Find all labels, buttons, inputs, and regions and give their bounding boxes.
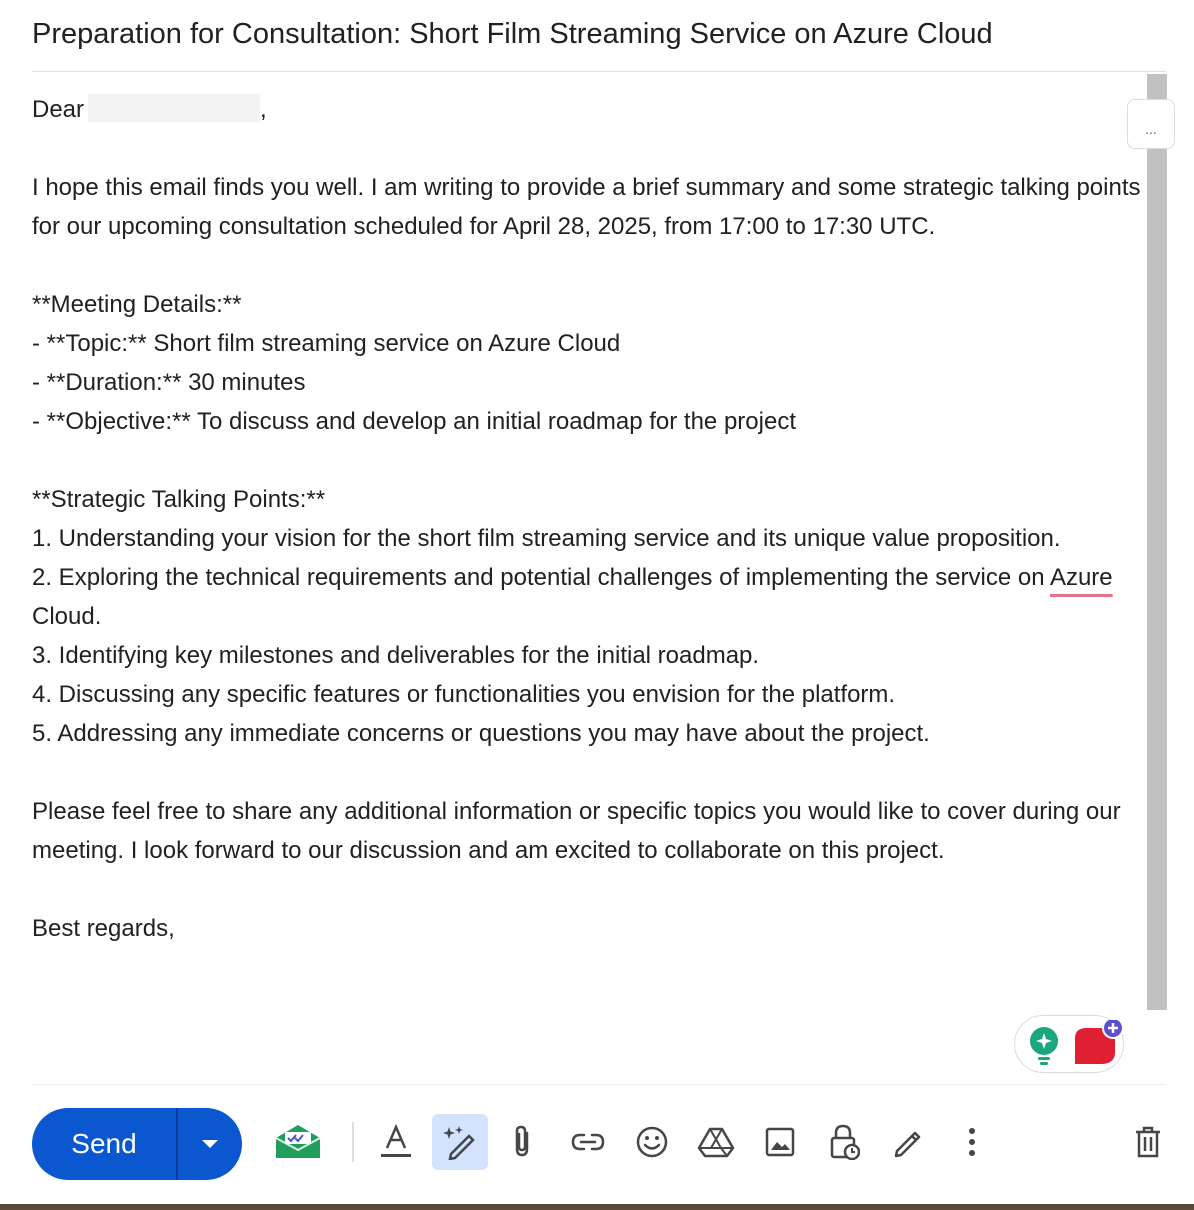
meeting-topic: - **Topic:** Short film streaming service on Azure Cloud (32, 330, 621, 357)
redacted-recipient-name (88, 94, 260, 122)
message-body[interactable] (32, 90, 1148, 948)
addon-icons-pill[interactable] (1014, 1015, 1124, 1073)
talking-point-1: 1. Understanding your vision for the short film streaming service and its unique value proposition. (32, 525, 1061, 552)
discard-icon[interactable] (1120, 1114, 1176, 1170)
spellcheck-flagged-word[interactable]: Azure (1049, 564, 1113, 591)
emoji-icon[interactable] (624, 1114, 680, 1170)
sign-off: Best regards, (32, 915, 175, 942)
photo-icon[interactable] (752, 1114, 808, 1170)
talking-point-2: 2. Exploring the technical requirements and potential challenges of implementing the service on Azure Cloud. (32, 564, 1120, 630)
subject-line[interactable]: Preparation for Consultation: Short Film Streaming Service on Azure Cloud (32, 14, 1166, 72)
mail-tracker-icon[interactable] (270, 1114, 326, 1170)
meeting-details-heading: **Meeting Details:** (32, 291, 242, 318)
send-options-icon[interactable] (178, 1139, 242, 1149)
link-icon[interactable] (560, 1114, 616, 1170)
talking-point-5: 5. Addressing any immediate concerns or questions you may have about the project. (32, 720, 930, 747)
talking-points-heading: **Strategic Talking Points:** (32, 486, 326, 513)
send-button[interactable]: Send (71, 1128, 137, 1159)
help-me-write-icon[interactable] (432, 1114, 488, 1170)
closing-paragraph: Please feel free to share any additional information or specific topics you would like to cover during our meeting. I look forward to our discussion and am excited to collaborate on this project. (32, 798, 1128, 864)
confidential-icon[interactable] (816, 1114, 872, 1170)
show-trimmed-content-button[interactable]: ... (1127, 99, 1175, 149)
more-options-icon[interactable] (944, 1114, 1000, 1170)
send-button-group[interactable] (32, 1108, 242, 1180)
signature-icon[interactable] (880, 1114, 936, 1170)
talking-point-3: 3. Identifying key milestones and deliverables for the initial roadmap. (32, 642, 760, 669)
chat-addon-icon[interactable] (1071, 1020, 1127, 1073)
drive-icon[interactable] (688, 1114, 744, 1170)
bulb-addon-icon[interactable] (1027, 1026, 1061, 1071)
meeting-duration: - **Duration:** 30 minutes (32, 369, 306, 396)
body-scrollbar[interactable] (1147, 74, 1167, 1010)
attach-icon[interactable] (494, 1114, 550, 1170)
intro-paragraph: I hope this email finds you well. I am writing to provide a brief summary and some strategic talking points for our upcoming consultation scheduled for April 28, 2025, from 17:00 to 17:30 UTC. (32, 174, 1148, 240)
formatting-icon[interactable] (368, 1114, 424, 1170)
greeting: Dear , (32, 96, 267, 123)
meeting-objective: - **Objective:** To discuss and develop an initial roadmap for the project (32, 408, 796, 435)
talking-point-4: 4. Discussing any specific features or functionalities you envision for the platform. (32, 681, 896, 708)
